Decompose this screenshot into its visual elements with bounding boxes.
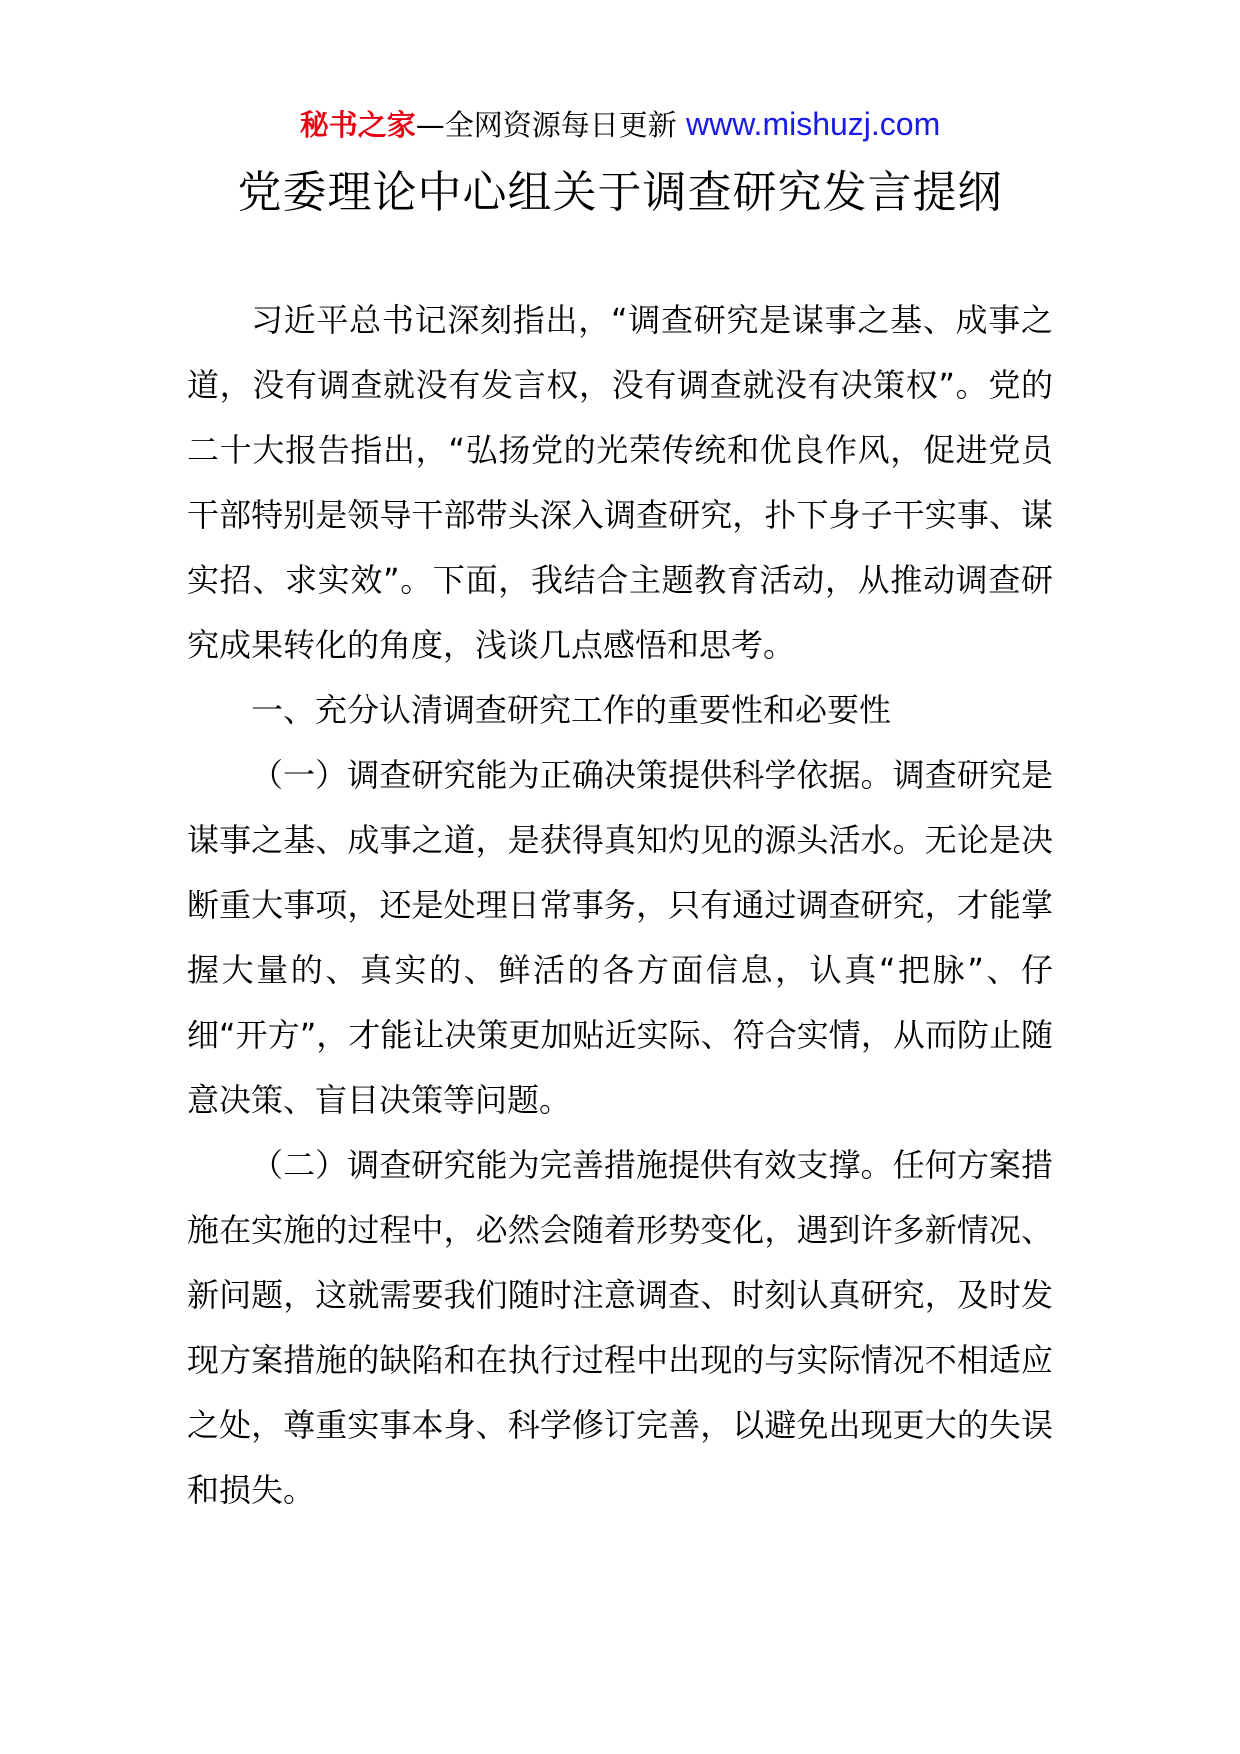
- brand-name: 秘书之家: [299, 108, 416, 142]
- subsection-paragraph-2: （二）调查研究能为完善措施提供有效支撑。任何方案措施在实施的过程中，必然会随着形势变化，遇到许多新情况、新问题，这就需要我们随时注意调查、时刻认真研究，及时发现方案措施的缺陷和在执行过程中出现的与实际情况不相适应之处，尊重实事本身、科学修订完善，以避免出现更大的失误和损失。: [187, 1146, 1053, 1509]
- header-tagline: —全网资源每日更新: [415, 108, 677, 142]
- site-link[interactable]: www.mishuzj.com: [685, 106, 941, 142]
- subsection-paragraph-1: （一）调查研究能为正确决策提供科学依据。调查研究是谋事之基、成事之道，是获得真知灼见的源头活水。无论是决断重大事项，还是处理日常事务，只有通过调查研究，才能掌握大量的、真实的、鲜活的各方面信息，认真“把脉”、仔细“开方”，才能让决策更加贴近实际、符合实情，从而防止随意决策、盲目决策等问题。: [187, 756, 1053, 1119]
- intro-paragraph: 习近平总书记深刻指出，“调查研究是谋事之基、成事之道，没有调查就没有发言权，没有调查就没有决策权”。党的二十大报告指出，“弘扬党的光荣传统和优良作风，促进党员干部特别是领导干部带头深入调查研究，扑下身子干实事、谋实招、求实效”。下面，我结合主题教育活动，从推动调查研究成果转化的角度，浅谈几点感悟和思考。: [187, 301, 1053, 664]
- section-heading-1: 一、充分认清调查研究工作的重要性和必要性: [251, 691, 892, 729]
- document-body: [187, 288, 1053, 1523]
- document-title: 党委理论中心组关于调查研究发言提纲: [237, 167, 1003, 218]
- watermark-header: [0, 104, 1240, 145]
